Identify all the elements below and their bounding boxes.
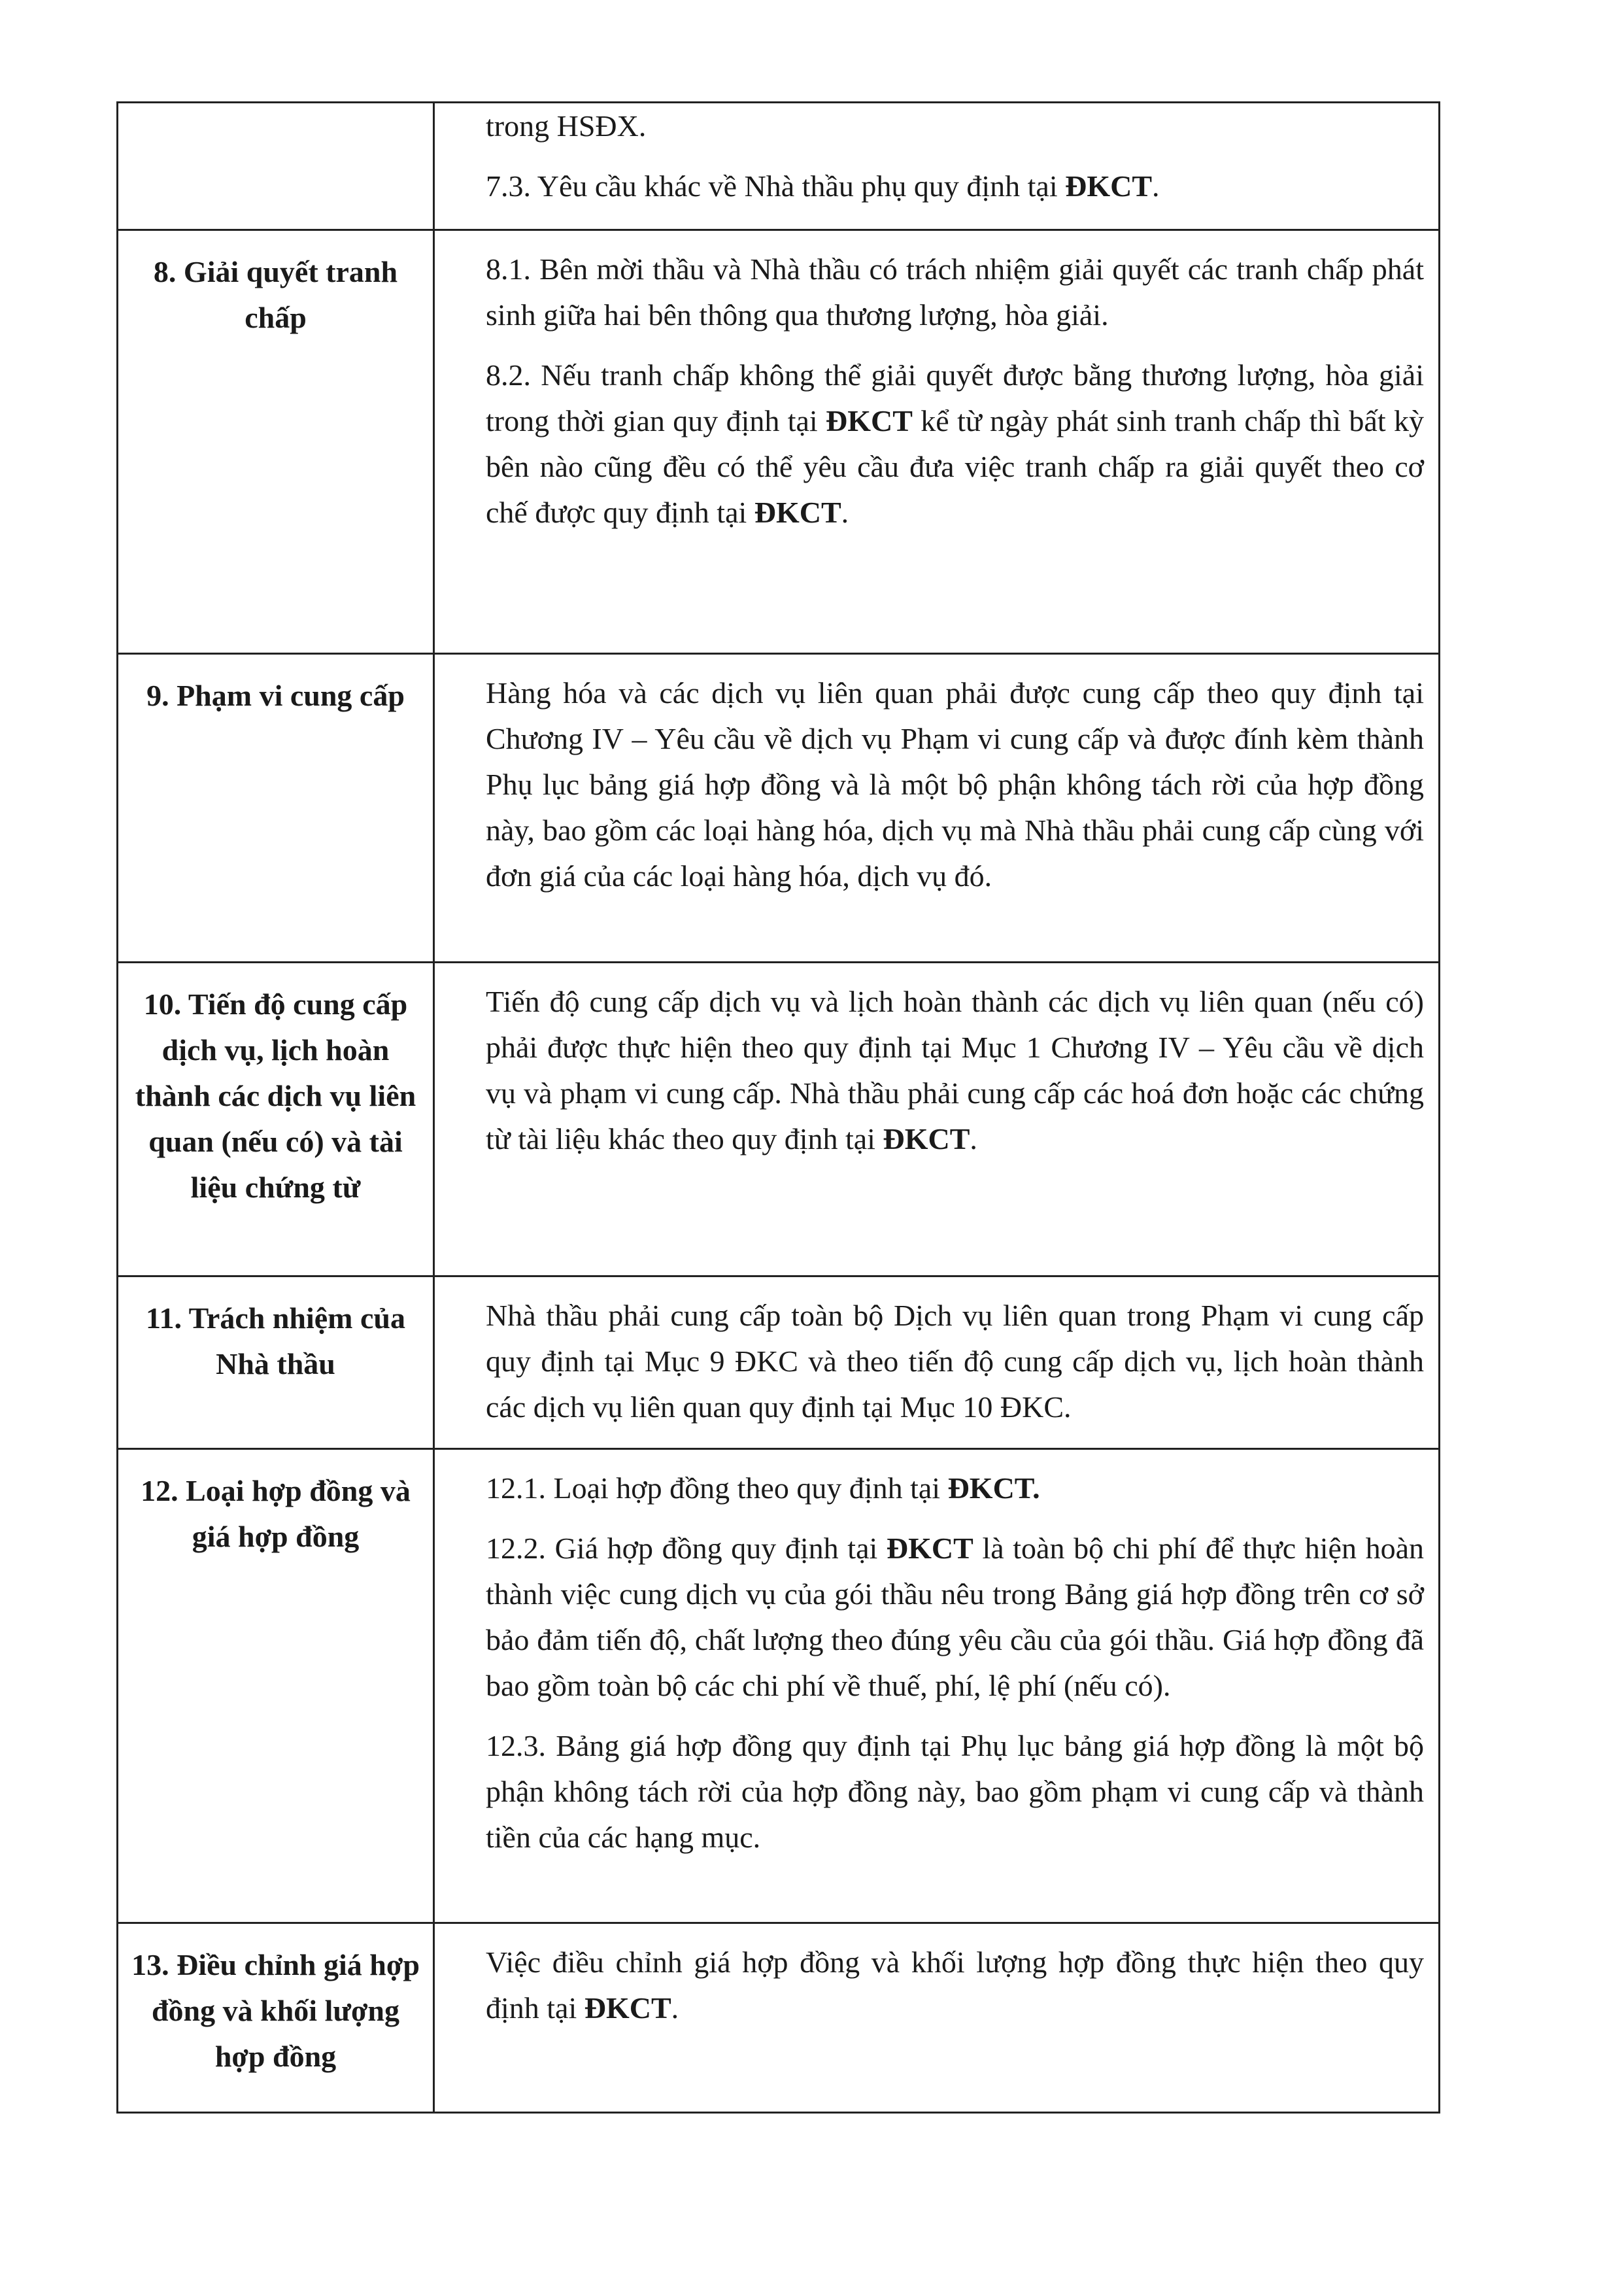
paragraph [486,163,1424,209]
table-row [118,1276,1440,1449]
row-heading [118,103,434,230]
table-row [118,654,1440,963]
row-heading: 12. Loại hợp đồng và giá hợp đồng [118,1449,434,1923]
row-content [434,1923,1440,2113]
text-run: trong HSĐX. [486,109,647,143]
text-run: . [970,1122,977,1156]
text-run: Tiến độ cung cấp dịch vụ và lịch hoàn thành các dịch vụ liên quan (nếu có) phải được thực hiện theo quy định tại Mục 1 Chương IV – Yêu cầu về dịch vụ và phạm vi cung cấp. Nhà thầu phải cung cấp các hoá đơn hoặc các chứng từ tài liệu khác theo quy định tại [486,985,1424,1156]
paragraph [486,1293,1424,1430]
row-heading: 13. Điều chỉnh giá hợp đồng và khối lượng hợp đồng [118,1923,434,2113]
row-heading: 8. Giải quyết tranh chấp [118,230,434,654]
text-run: Hàng hóa và các dịch vụ liên quan phải được cung cấp theo quy định tại Chương IV – Yêu cầu về dịch vụ Phạm vi cung cấp và được đính kèm thành Phụ lục bảng giá hợp đồng và là một bộ phận không tách rời của hợp đồng này, bao gồm các loại hàng hóa, dịch vụ mà Nhà thầu phải cung cấp cùng với đơn giá của các loại hàng hóa, dịch vụ đó. [486,676,1424,893]
table-row [118,230,1440,654]
row-content [434,654,1440,963]
paragraph [486,103,1424,149]
row-content [434,1276,1440,1449]
text-run: 8.1. Bên mời thầu và Nhà thầu có trách nhiệm giải quyết các tranh chấp phát sinh giữa hai bên thông qua thương lượng, hòa giải. [486,252,1424,332]
bold-text: ĐKCT [826,404,913,437]
row-content [434,963,1440,1276]
text-run: Nhà thầu phải cung cấp toàn bộ Dịch vụ liên quan trong Phạm vi cung cấp quy định tại Mục 9 ĐKC và theo tiến độ cung cấp dịch vụ, lịch hoàn thành các dịch vụ liên quan quy định tại Mục 10 ĐKC. [486,1299,1424,1424]
row-heading: 11. Trách nhiệm của Nhà thầu [118,1276,434,1449]
row-heading: 10. Tiến độ cung cấp dịch vụ, lịch hoàn thành các dịch vụ liên quan (nếu có) và tài liệu chứng từ [118,963,434,1276]
bold-text: ĐKCT [886,1532,973,1565]
paragraph [486,247,1424,338]
row-heading: 9. Phạm vi cung cấp [118,654,434,963]
paragraph [486,352,1424,536]
text-run: . [671,1991,679,2025]
row-content [434,103,1440,230]
row-content [434,230,1440,654]
paragraph [486,1465,1424,1511]
text-run: 12.1. Loại hợp đồng theo quy định tại [486,1471,948,1505]
text-run: 12.2. Giá hợp đồng quy định tại [486,1532,887,1565]
text-run: 7.3. Yêu cầu khác về Nhà thầu phụ quy định tại [486,169,1066,203]
text-run: Việc điều chỉnh giá hợp đồng và khối lượng hợp đồng thực hiện theo quy định tại [486,1945,1424,2025]
bold-text: ĐKCT. [947,1471,1040,1505]
paragraph [486,670,1424,899]
text-run: kể từ ngày phát sinh tranh chấp thì bất kỳ bên nào cũng đều có thể yêu cầu đưa việc tranh chấp ra giải quyết theo cơ chế được quy định tại [486,404,1424,529]
bold-text: ĐKCT [1065,169,1153,203]
paragraph [486,1526,1424,1709]
paragraph [486,1723,1424,1860]
text-run: . [1152,169,1160,203]
bold-text: ĐKCT [754,496,841,529]
text-run: . [841,496,849,529]
text-run: 8.2. Nếu tranh chấp không thể giải quyết được bằng thương lượng, hòa giải trong thời gian quy định tại [486,358,1424,437]
table-row [118,103,1440,230]
table-row [118,1449,1440,1923]
paragraph [486,979,1424,1162]
text-run: 12.3. Bảng giá hợp đồng quy định tại Phụ lục bảng giá hợp đồng là một bộ phận không tách rời của hợp đồng này, bao gồm phạm vi cung cấp và thành tiền của các hạng mục. [486,1729,1424,1854]
bold-text: ĐKCT [584,1991,671,2025]
text-run: là toàn bộ chi phí để thực hiện hoàn thành việc cung dịch vụ của gói thầu nêu trong Bảng giá hợp đồng trên cơ sở bảo đảm tiến độ, chất lượng theo đúng yêu cầu của gói thầu. Giá hợp đồng đã bao gồm toàn bộ các chi phí về thuế, phí, lệ phí (nếu có). [486,1532,1424,1702]
contract-terms-table [116,101,1440,2114]
table-row [118,963,1440,1276]
table-row [118,1923,1440,2113]
bold-text: ĐKCT [883,1122,970,1156]
paragraph [486,1940,1424,2031]
row-content [434,1449,1440,1923]
